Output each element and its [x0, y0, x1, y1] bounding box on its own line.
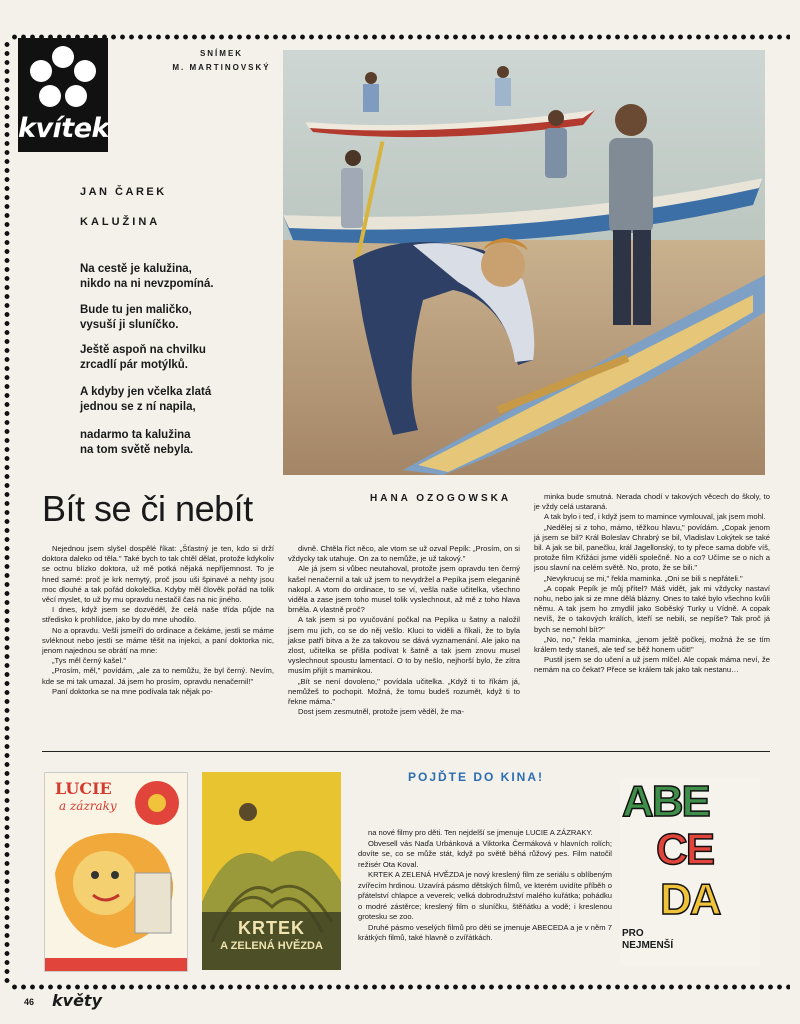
- article-column-3: [534, 492, 770, 676]
- poem-line: vysuší ji sluníčko.: [80, 319, 179, 331]
- cinema-text: [358, 828, 612, 944]
- article-paragraph: „Nedělej si z toho, mámo, těžkou hlavu," povídám. „Copak jenom já jsem se bil? Král Boleslav Chrabrý se bil, Vladislav Lokýtek se také bil. A jak se bil, panečku, král Jagellonský, to ty přece sama dobře víš, protože film Křižáci jsme viděli společně. No a co? Učíme se o nich a jsou slavní na celém světě. No, proto, že se bili.": [534, 522, 770, 573]
- poem-stanza: [80, 262, 280, 292]
- article-column-1: [42, 544, 274, 697]
- article-paragraph: „Tys měl černý kašel.": [52, 656, 127, 666]
- photo-credit-label: SNÍMEK: [199, 49, 244, 58]
- poem-stanza: [80, 428, 280, 458]
- poster-krtek: [202, 772, 341, 970]
- dotted-border-bottom: [10, 983, 790, 991]
- poem-author: JAN ČAREK: [80, 186, 167, 198]
- boats-photo: [283, 50, 765, 475]
- article-paragraph: Ale já jsem si vůbec neutahoval, protože jsem opravdu ten černý kašel nenačernil a tak už jsem to nevydržel a Pepíka jsem eleganině nakopl. A vtom do ordinace, to se ví, vešla naše učitelka, všechno viděla a zase jsem toho musel tolik vyslechnout, až mě z toho hlava brněla. A vlastně proč?: [288, 564, 520, 615]
- article-paragraph: A tak jsem si po vyučování počkal na Pepíka u šatny a naložil jsem mu jich, co se do něj vešlo. Kluci to viděli a říkali, že to byla jakse patří bitva a že za takovou se dává vyznamenání. Ale jako na zlost, učitelka se přišla podívat k šatně a tak jsem znovu musel vyslechnout spoustu lamentací. O to by nešlo, nejhorší bylo, že zítra musím přijít s maminkou.: [288, 615, 520, 676]
- article-paragraph: A tak bylo i teď, i když jsem to mamince vymlouval, jak jsem mohl.: [544, 512, 766, 522]
- cinema-paragraph: na nové filmy pro děti. Ten nejdelší se jmenuje LUCIE A ZÁZRAKY.: [368, 828, 593, 837]
- poem-line: nikdo na ni nevzpomíná.: [80, 278, 214, 290]
- cinema-title: POJĎTE DO KINA!: [408, 770, 545, 784]
- poem-line: zrcadlí pár motýlků.: [80, 359, 189, 371]
- logo-text: kvítek: [18, 113, 109, 144]
- poster-abeceda-sub1: PRO: [622, 928, 644, 939]
- article-column-2: [288, 544, 520, 717]
- poem-line: nadarmo ta kalužina: [80, 429, 191, 441]
- article-paragraph: Dost jsem zesmutněl, protože jsem věděl, že ma-: [298, 707, 464, 717]
- article-paragraph: „No, no," řekla maminka, „jenom ještě počkej, možná že se tím králem tedy staneš, ale teď se běž honem učit!": [534, 634, 770, 655]
- section-divider: [42, 751, 770, 752]
- poster-abeceda: [620, 778, 760, 966]
- poem-stanza: [80, 385, 280, 415]
- poem-line: A kdyby jen včelka zlatá: [80, 386, 212, 398]
- article-paragraph: Paní doktorka se na mne podívala tak nějak po-: [52, 686, 213, 696]
- article-paragraph: Pustil jsem se do učení a už jsem mlčel. Ale copak máma neví, že nemám na co čekat? Přece se králem tak jako tak nestanu…: [534, 655, 770, 675]
- photo-credit: [165, 47, 278, 75]
- poster-abeceda-line3: DA: [660, 875, 720, 924]
- article-paragraph: „Bít se není dovoleno," povídala učitelka. „Když ti to říkám já, nemůžeš to pochopit. Možná, že tomu budeš rozumět, když ti to řekne máma.": [288, 676, 520, 707]
- photo-credit-name: M. MARTINOVSKÝ: [172, 63, 271, 72]
- article-headline: Bít se či nebít: [42, 488, 253, 529]
- dotted-border-top: [10, 33, 790, 41]
- article-paragraph: divně. Chtěla říct něco, ale vtom se už ozval Pepík: „Prosím, on si vždycky tak utahuje. On za to nemůže, je už takový.": [288, 544, 520, 564]
- cinema-paragraph: Obvesell vás Naďa Urbánková a Viktorka Čermáková v hlavních rolích; dovíte se, co se může stát, když po světě běhá růžový pes. Film natočil režisér Ota Koval.: [358, 838, 612, 869]
- poster-abeceda-line2: CE: [656, 825, 714, 874]
- magazine-name: květy: [52, 991, 102, 1010]
- poem-line: Na cestě je kalužina,: [80, 263, 192, 275]
- poster-lucie-subtitle: a zázraky: [59, 799, 117, 813]
- poem-stanza: [80, 343, 280, 373]
- poem-line: na tom světě nebyla.: [80, 444, 194, 456]
- dotted-border-left: [3, 40, 11, 985]
- poem-line: Bude tu jen maličko,: [80, 304, 192, 316]
- poster-krtek-subtitle: A ZELENÁ HVĚZDA: [220, 940, 323, 952]
- poster-abeceda-line1: ABE: [622, 778, 709, 826]
- article-paragraph: „A copak Pepík je můj přítel? Máš vidět, jak mi vždycky nastaví nohu, nebo jak si ze mne dělá blázny. Ones to také bylo všechno kvůli němu. A tak jsem ho zmydlil jako Soběský Turky u Vídně. A copak nevíš, že o takových králích, kteří se nebili, se nepíše? Tak proč já bych se nemohl bít?": [534, 583, 770, 634]
- article-author: HANA OZOGOWSKA: [370, 493, 512, 504]
- cinema-paragraph: Druhé pásmo veselých filmů pro děti se jmenuje ABECEDA a je v něm 7 krátkých filmů, také hlavně o zvířátkách.: [358, 922, 612, 942]
- poem-title: KALUŽINA: [80, 216, 161, 228]
- poster-abeceda-sub2: NEJMENŠÍ: [622, 940, 674, 951]
- article-paragraph: minka bude smutná. Nerada chodí v takových věcech do školy, to je vždy celá ustaraná.: [534, 492, 770, 512]
- cinema-paragraph: KRTEK A ZELENÁ HVĚZDA je nový kreslený film ze seriálu s oblíbeným zvířecím hrdinou. Uzavírá pásmo dětských filmů, ve kterém uvidíte příběh o přátelství chlapce a veverek; velká dobrodružství malého kuřátka; pohádku o modré zástěrce; kreslený film o sluníčku, štěňátku a vodě; i kreslenou grotesku se zoo.: [358, 870, 612, 921]
- poem-line: jednou se z ní napila,: [80, 401, 196, 413]
- poster-krtek-title: KRTEK: [238, 918, 305, 938]
- flower-icon: [24, 44, 102, 114]
- poster-lucie-title: LUCIE: [55, 779, 112, 798]
- article-paragraph: „Nevykrucuj se mi," řekla maminka. „Oni se bili s nepřáteli.": [544, 573, 743, 583]
- poem-stanza: [80, 303, 280, 333]
- article-paragraph: No a opravdu. Vešli jsmeíří do ordinace a čekáme, jestli se máme svléknout nebo jestli se máme těšit na injekci, a paní doktorka nic, jenom najednou se obrátí na mne:: [42, 625, 274, 656]
- article-paragraph: I dnes, když jsem se dozvěděl, že celá naše třída půjde na středisko k prohlídce, jako by do mne uhodilo.: [42, 605, 274, 625]
- article-paragraph: Nejednou jsem slyšel dospělé říkat: „Šťastný je ten, kdo si drží doktora daleko od těla." Také bych to tak chtěl dělat, protože kdykoliv se octnu blízko doktora, už mě potká nějaká nepříjemnost. To je hned samé: proč je krk nemytý, proč jsou uši špinavé a nehty jsou moc dlouhé a tak pořád dokolečka. Kdyby měl člověk pořád na tolik věcí myslet, to už by mu opravdu nestačil čas na nic jiného.: [42, 544, 274, 605]
- poem-line: Ještě aspoň na chvilku: [80, 344, 206, 356]
- kvitek-logo: [18, 38, 108, 152]
- article-paragraph: „Prosím, měl," povídám, „ale za to nemůžu, že byl černý. Nevím, kde se mi tak umazal. Já jsem ho prosím, opravdu nenačernil!": [42, 666, 274, 686]
- page-number: 46: [24, 997, 35, 1007]
- poster-lucie: [44, 772, 188, 972]
